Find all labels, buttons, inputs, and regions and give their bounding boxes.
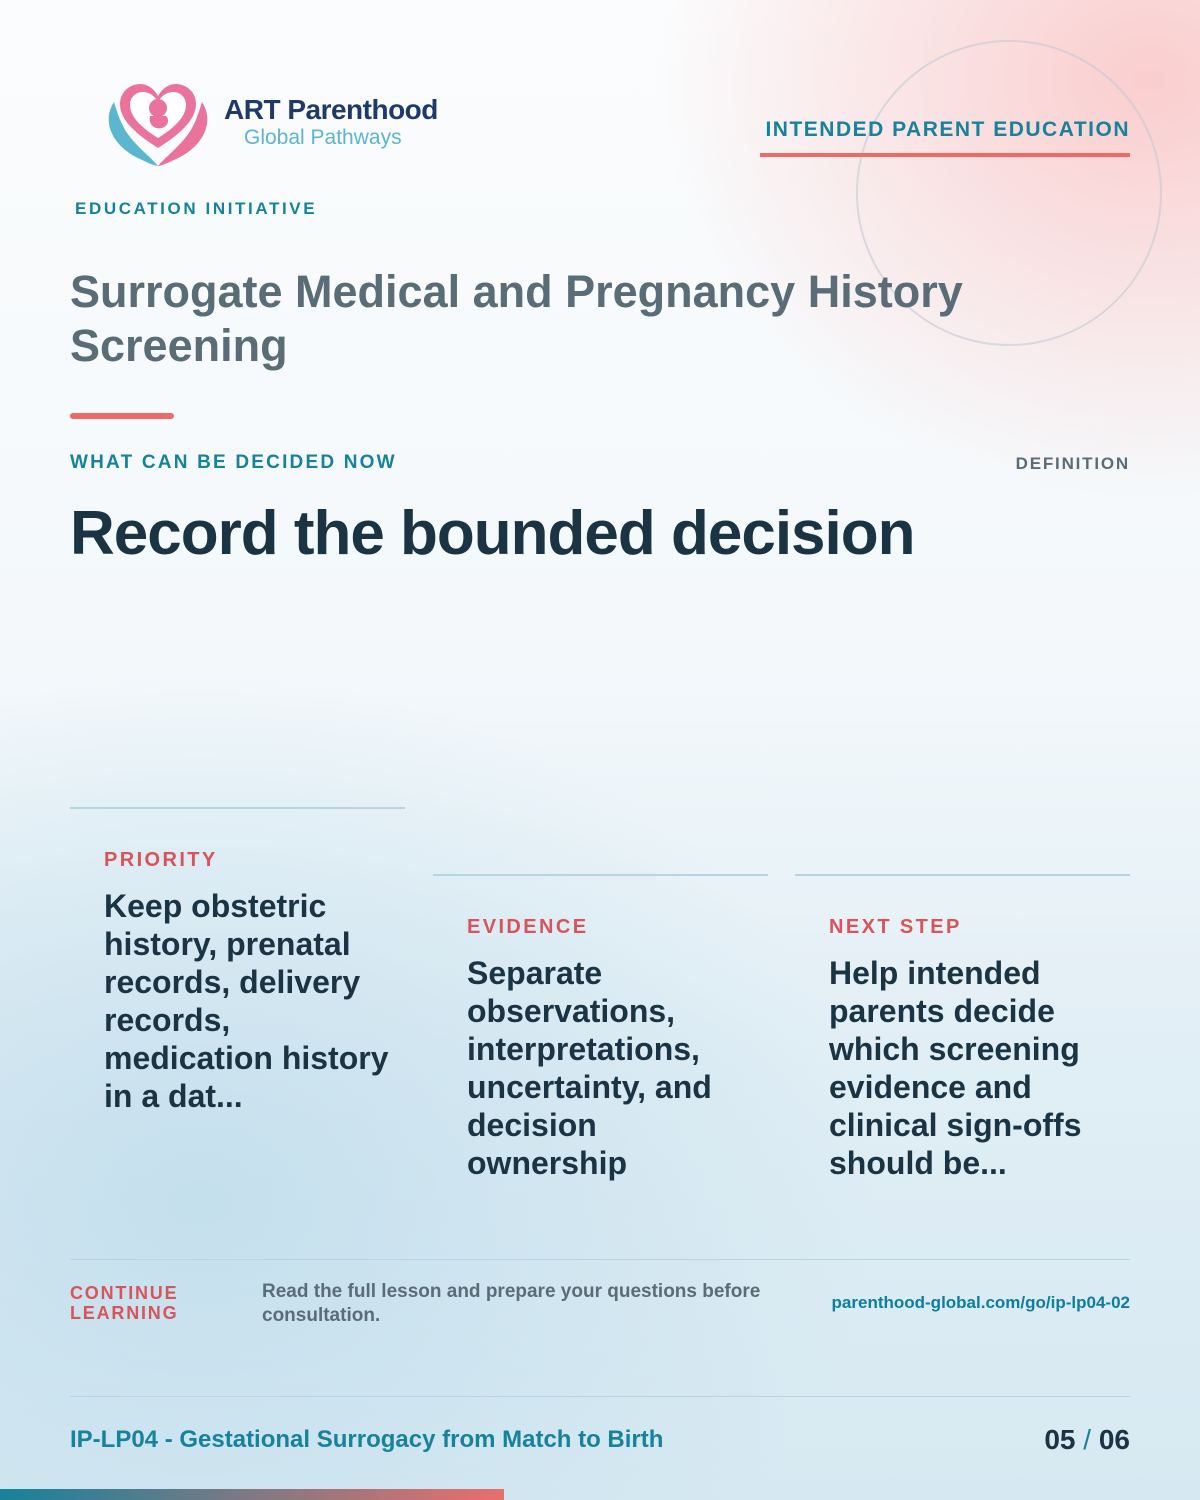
priority-text: Keep obstetric history, prenatal records, delivery records, medication history in a dat... <box>104 888 389 1114</box>
definition-label: DEFINITION <box>1015 454 1130 473</box>
evidence-label: EVIDENCE <box>467 916 589 938</box>
section-tag: INTENDED PARENT EDUCATION <box>765 118 1130 141</box>
priority-label: PRIORITY <box>104 849 218 871</box>
column-divider <box>70 807 405 809</box>
next-step-label: NEXT STEP <box>829 916 962 938</box>
title-accent-bar <box>70 413 174 419</box>
next-step-text: Help intended parents decide which screening evidence and clinical sign-offs should be... <box>829 955 1082 1181</box>
lesson-title: Surrogate Medical and Pregnancy History Screening <box>70 266 963 371</box>
page-separator: / <box>1083 1424 1092 1455</box>
course-title: IP-LP04 - Gestational Surrogacy from Match to Birth <box>70 1426 664 1453</box>
column-divider <box>433 874 768 876</box>
headline: Record the bounded decision <box>70 499 915 568</box>
brand-subtitle: Global Pathways <box>244 126 402 149</box>
continue-learning-text: Read the full lesson and prepare your questions before consultation. <box>262 1281 761 1326</box>
page-total: 06 <box>1098 1424 1130 1455</box>
heart-hands-baby-icon <box>100 72 216 172</box>
section-divider <box>70 1396 1130 1397</box>
lesson-link[interactable]: parenthood-global.com/go/ip-lp04-02 <box>831 1293 1130 1312</box>
brand-name: ART Parenthood <box>224 94 438 125</box>
initiative-label: EDUCATION INITIATIVE <box>75 199 318 218</box>
page-indicator <box>1000 1424 1130 1456</box>
evidence-text: Separate observations, interpretations, uncertainty, and decision ownership <box>467 955 712 1181</box>
section-tag-underline <box>760 153 1130 157</box>
section-divider <box>70 1259 1130 1260</box>
kicker-label: WHAT CAN BE DECIDED NOW <box>70 452 397 473</box>
continue-learning-label: CONTINUE LEARNING <box>70 1283 179 1323</box>
page-current: 05 <box>1044 1424 1076 1455</box>
progress-bar <box>0 1489 504 1500</box>
column-divider <box>795 874 1130 876</box>
